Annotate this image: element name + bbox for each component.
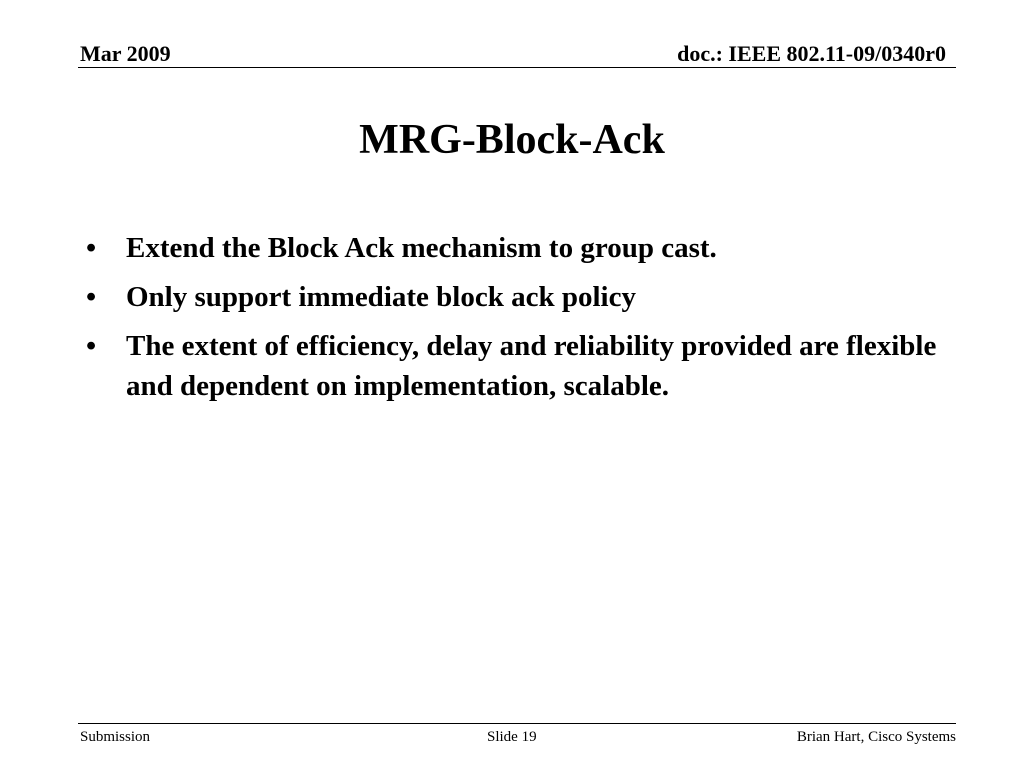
bullet-text: The extent of efficiency, delay and reliability provided are flexible and dependent on implementation, scalable. bbox=[126, 330, 937, 402]
bullet-item bbox=[86, 277, 956, 317]
footer-slide-number: Slide 19 bbox=[487, 729, 537, 745]
bullet-item bbox=[86, 326, 956, 406]
header-date: Mar 2009 bbox=[80, 41, 171, 66]
bullet-text: Only support immediate block ack policy bbox=[126, 281, 636, 313]
bullet-icon: • bbox=[86, 232, 97, 264]
header-divider bbox=[78, 67, 956, 68]
footer-submission: Submission bbox=[80, 729, 151, 745]
bullet-text: Extend the Block Ack mechanism to group cast. bbox=[126, 232, 717, 264]
bullet-icon: • bbox=[86, 281, 97, 313]
footer-divider bbox=[78, 723, 956, 724]
footer-author: Brian Hart, Cisco Systems bbox=[796, 729, 956, 745]
header-doc-id: doc.: IEEE 802.11-09/0340r0 bbox=[677, 41, 946, 66]
slide-title: MRG-Block-Ack bbox=[359, 117, 665, 163]
bullet-list bbox=[86, 228, 956, 415]
bullet-item bbox=[86, 228, 956, 268]
bullet-icon: • bbox=[86, 330, 97, 362]
